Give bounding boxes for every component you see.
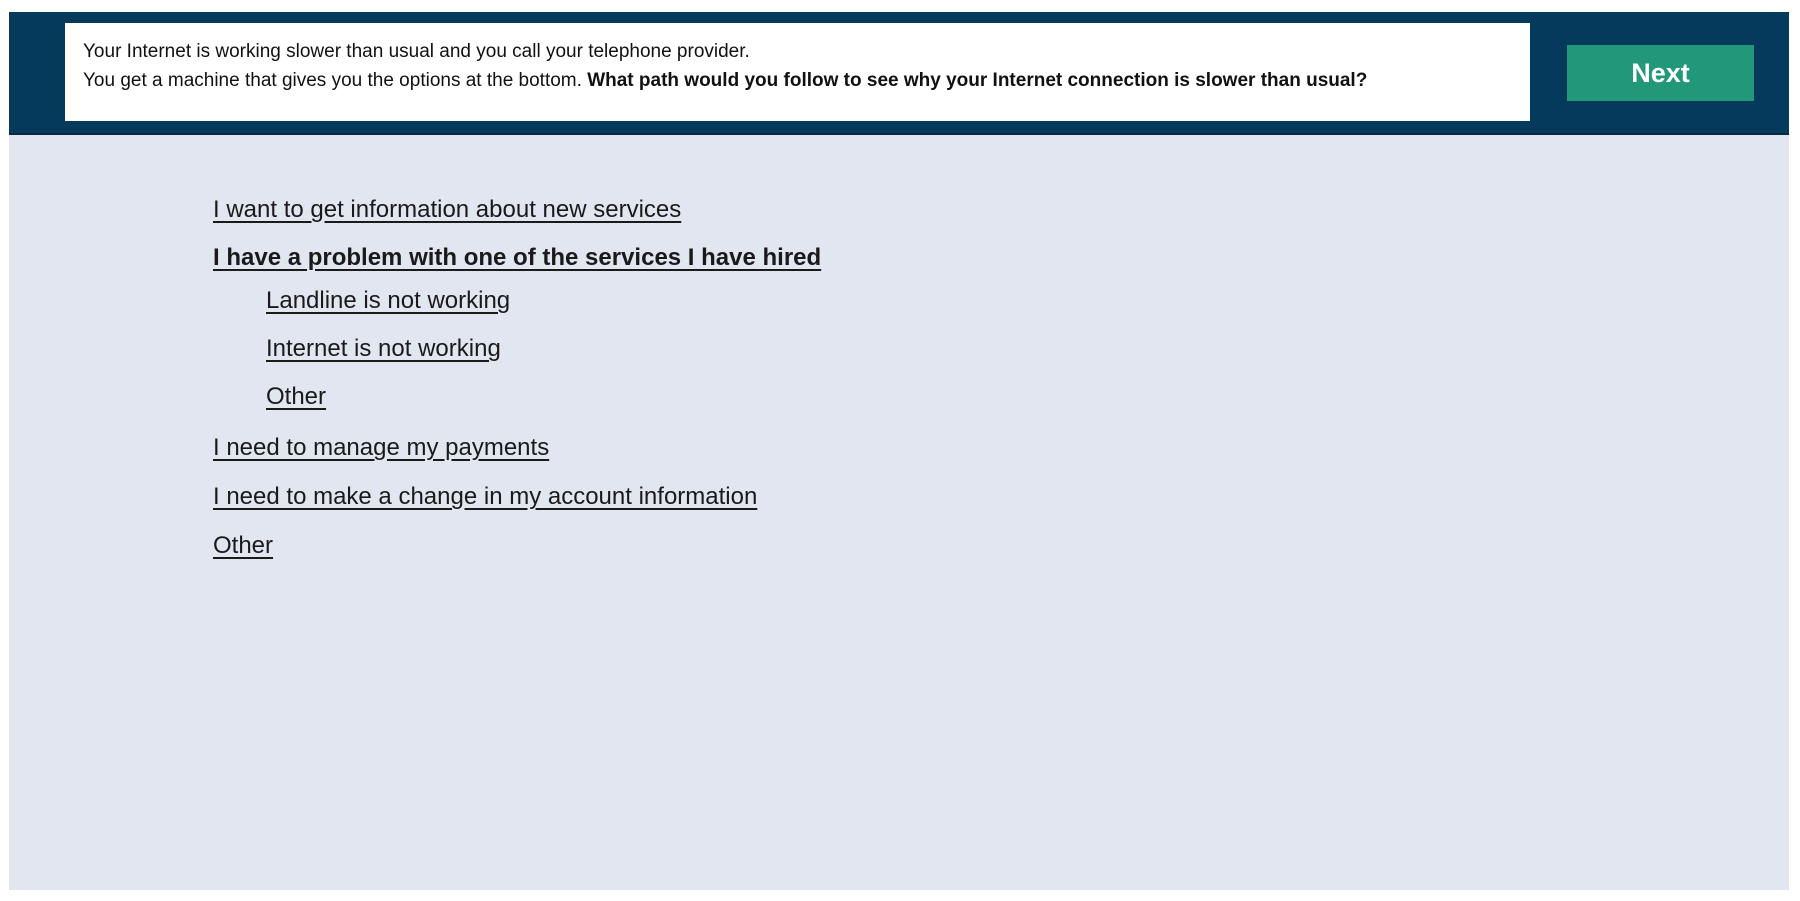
menu-item-account-change[interactable]: I need to make a change in my account information bbox=[213, 483, 758, 510]
survey-frame bbox=[9, 12, 1789, 890]
phone-menu-tree bbox=[9, 12, 1789, 890]
next-button[interactable]: Next bbox=[1567, 45, 1754, 101]
menu-item-service-problem[interactable]: I have a problem with one of the services I have hired bbox=[213, 244, 822, 271]
submenu-item-internet[interactable]: Internet is not working bbox=[266, 335, 501, 362]
prompt-line-1: Your Internet is working slower than usual and you call your telephone provider. bbox=[83, 41, 750, 62]
menu-item-other[interactable]: Other bbox=[213, 532, 274, 559]
prompt-question: What path would you follow to see why your Internet connection is slower than usual? bbox=[587, 70, 1368, 91]
menu-item-payments[interactable]: I need to manage my payments bbox=[213, 434, 550, 461]
submenu-item-landline[interactable]: Landline is not working bbox=[266, 287, 511, 314]
prompt-intro: You get a machine that gives you the options at the bottom. bbox=[83, 70, 582, 91]
menu-item-new-services[interactable]: I want to get information about new services bbox=[213, 196, 682, 223]
submenu-item-other[interactable]: Other bbox=[266, 383, 327, 410]
